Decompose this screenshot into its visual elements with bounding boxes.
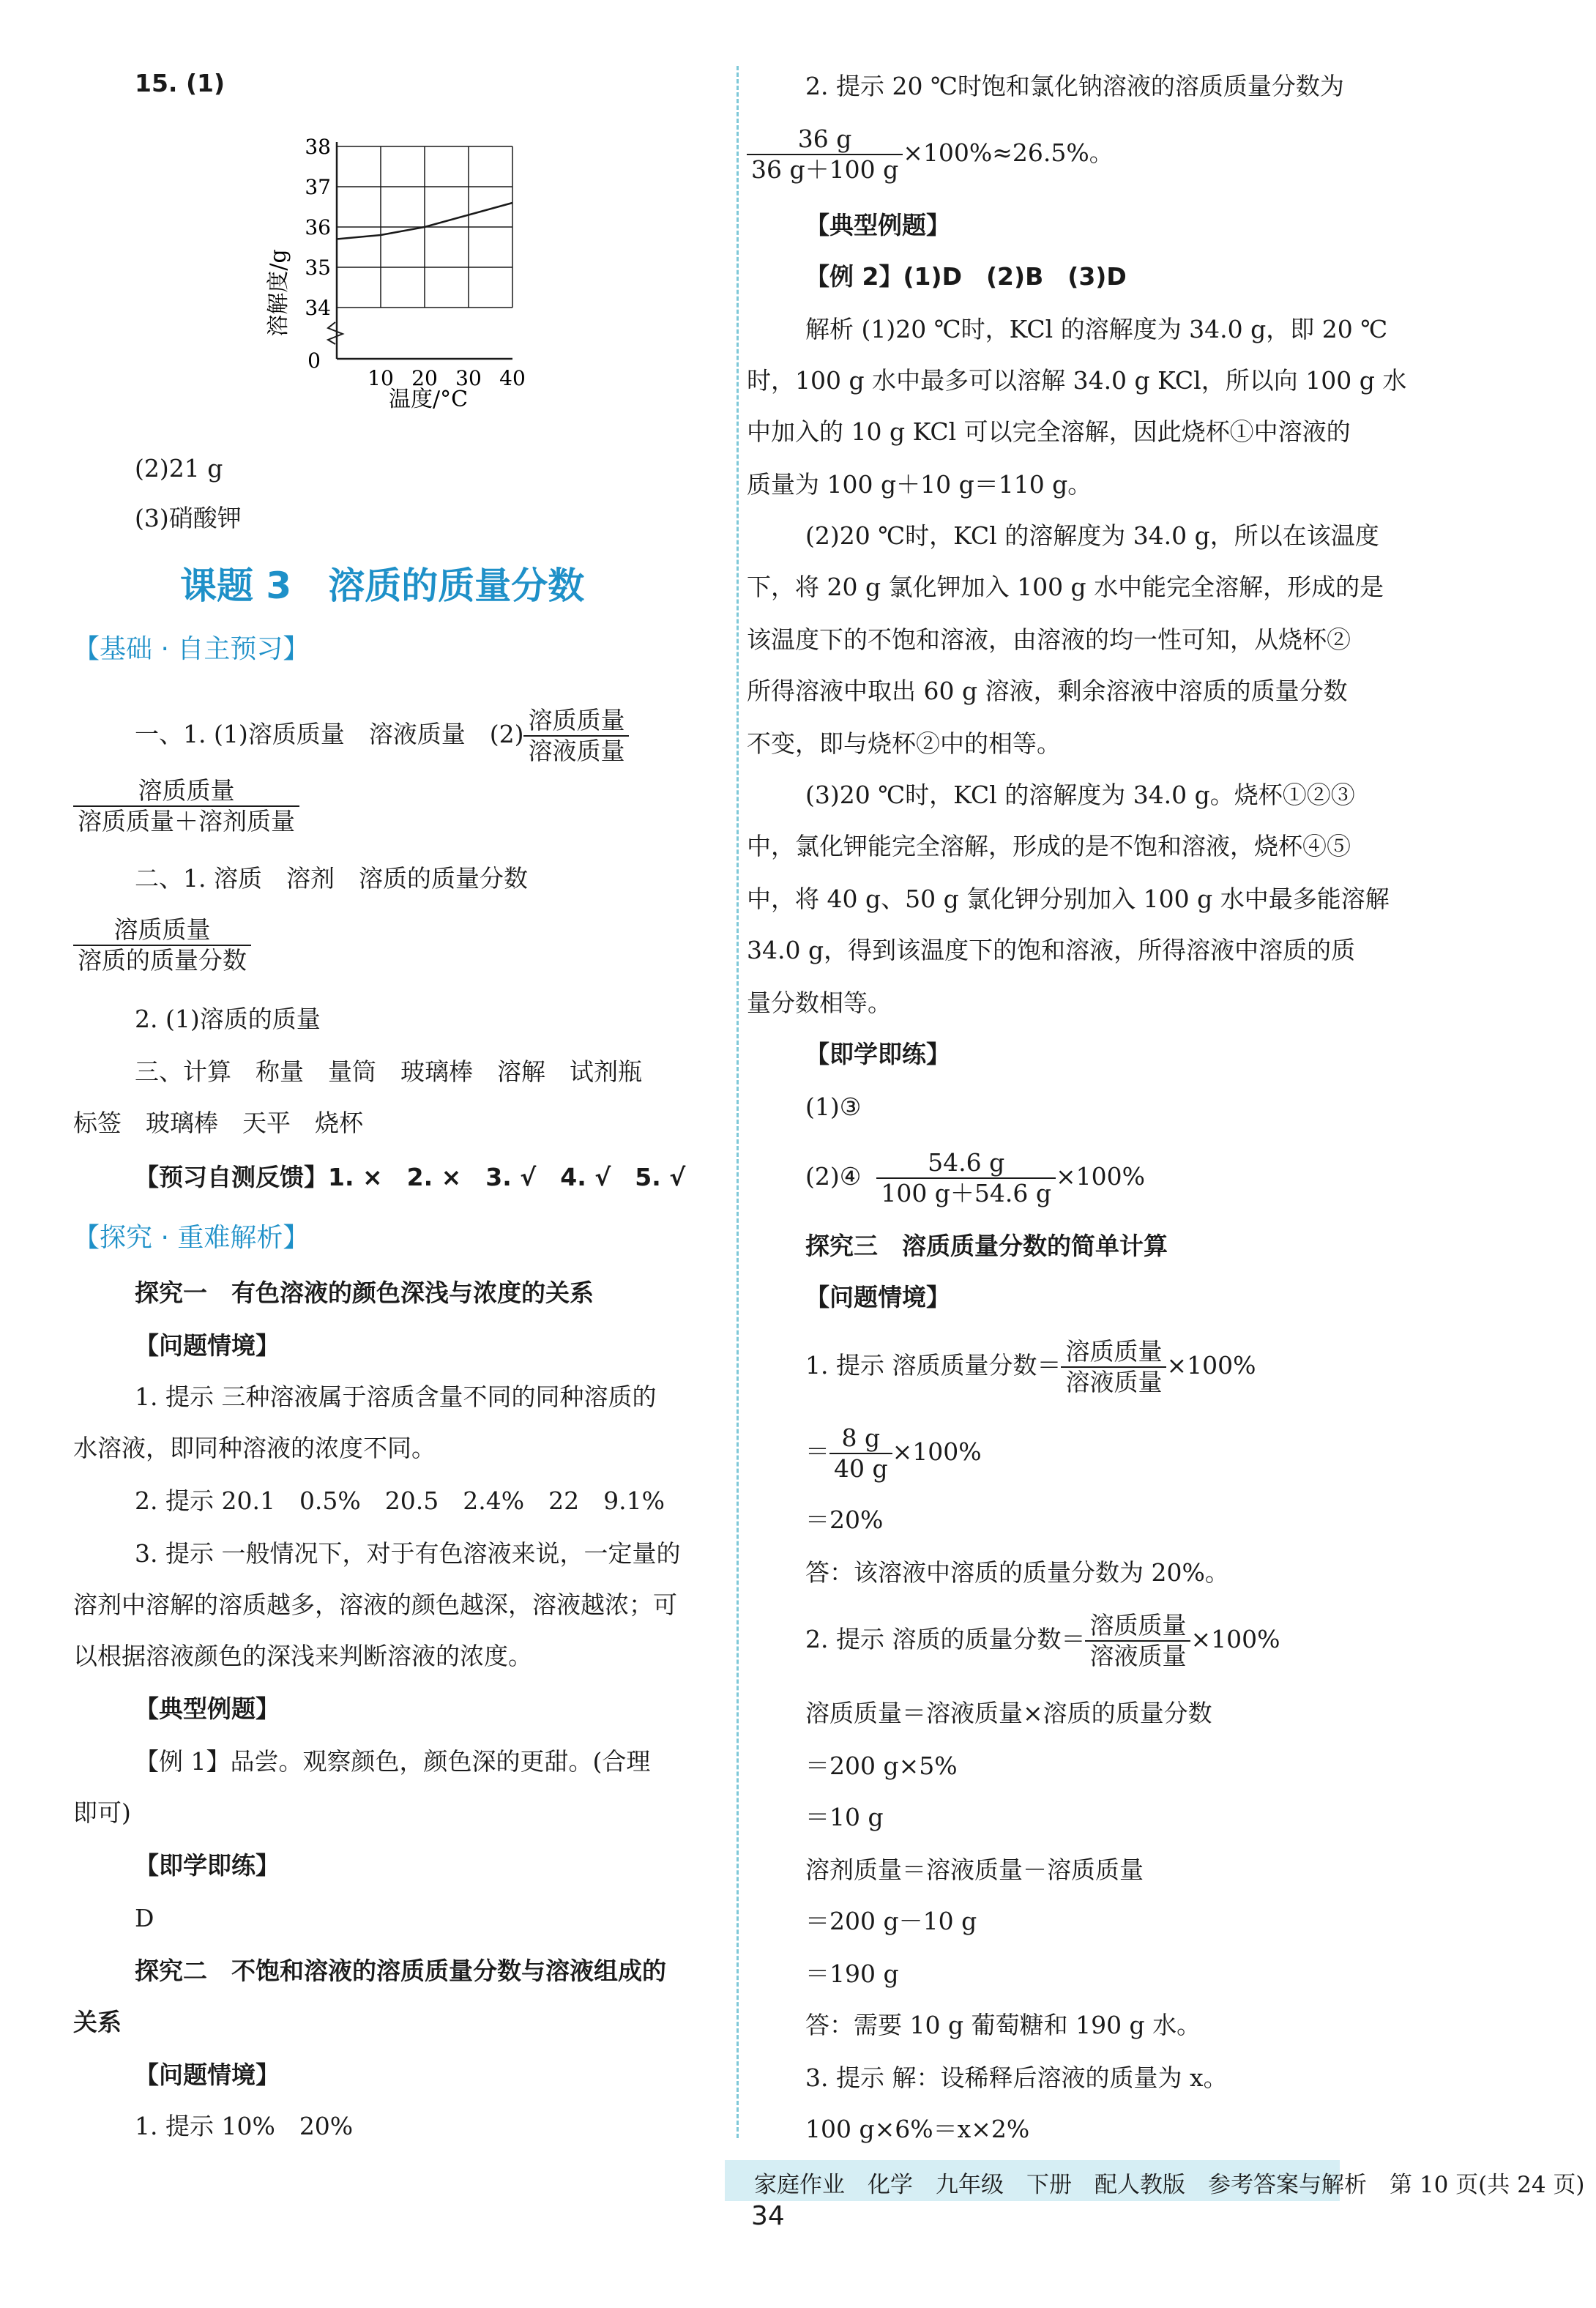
y-tick-label: 38	[305, 135, 331, 159]
explore-1-hint-1a: 1. 提示 三种溶液属于溶质含量不同的同种溶质的	[135, 1382, 657, 1411]
example-1a: 【例 1】品尝。观察颜色，颜色深的更甜。(合理	[135, 1747, 651, 1776]
y-tick-label: 37	[305, 175, 331, 199]
section-basic: 【基础 · 自主预习】	[73, 634, 310, 664]
footer-bar	[725, 2160, 1585, 2201]
explore-3-hint-1-result: ＝20%	[805, 1505, 884, 1534]
analysis-1a: 解析 (1)20 ℃时，KCl 的溶解度为 34.0 g，即 20 ℃	[805, 315, 1388, 343]
practice-2: (2)④ $\frac{54.6 g}{100 g+54.6 g}$ ×100%	[805, 1148, 1146, 1207]
basic-2: 二、1. 溶质 溶剂 溶质的质量分数	[135, 864, 528, 893]
x-tick-label: 40	[499, 366, 526, 390]
q15-answer-3: (3)硝酸钾	[135, 504, 242, 532]
x-tick-label: 20	[411, 366, 438, 390]
origin-label: 0	[307, 349, 321, 373]
y-tick-label: 35	[305, 256, 331, 280]
analysis-1c: 中加入的 10 g KCl 可以完全溶解，因此烧杯①中溶液的	[747, 417, 1351, 446]
explore-3-hint-3: 3. 提示 解：设稀释后溶液的质量为 x。	[805, 2063, 1228, 2092]
calc-line-4: 溶剂质量＝溶液质量－溶质质量	[805, 1855, 1144, 1884]
q15-label: 15. (1)	[135, 69, 225, 97]
basic-3a: 三、计算 称量 量筒 玻璃棒 溶解 试剂瓶	[135, 1057, 642, 1086]
analysis-3a: (3)20 ℃时，KCl 的溶解度为 34.0 g。烧杯①②③	[805, 781, 1355, 809]
analysis-2e: 不变，即与烧杯②中的相等。	[747, 729, 1061, 758]
calc-line-3: ＝10 g	[805, 1803, 884, 1831]
analysis-2c: 该温度下的不饱和溶液，由溶液的均一性可知，从烧杯②	[747, 625, 1351, 654]
analysis-3b: 中，氯化钾能完全溶解，形成的是不饱和溶液，烧杯④⑤	[747, 832, 1351, 860]
calc-line-1: 溶质质量＝溶液质量×溶质的质量分数	[805, 1699, 1212, 1727]
basic-2-fraction: $\frac{\text{溶质质量}}{\text{溶质的质量分数}}$	[73, 915, 251, 975]
explore-3-title: 探究三 溶质质量分数的简单计算	[805, 1232, 1168, 1260]
explore-1-examples: 【典型例题】	[135, 1694, 280, 1723]
analysis-1b: 时，100 g 水中最多可以溶解 34.0 g KCl，所以向 100 g 水	[747, 366, 1407, 395]
axis-break-mark	[328, 322, 343, 344]
analysis-1d: 质量为 100 g＋10 g＝110 g。	[747, 470, 1092, 499]
explore-3-hint-2: 2. 提示 溶质的质量分数＝ $\frac{\text{溶质质量}}{\text{溶液质量}}$ ×100%	[805, 1611, 1280, 1670]
hint-2: 2. 提示 20 ℃时饱和氯化钠溶液的溶质质量分数为	[805, 72, 1344, 100]
fraction-1: $\frac{\text{溶质质量}}{\text{溶液质量}}$	[523, 706, 629, 766]
explore-1-practice: 【即学即练】	[135, 1851, 280, 1880]
practice-heading: 【即学即练】	[805, 1040, 950, 1068]
examples-heading: 【典型例题】	[805, 211, 950, 239]
explore-3-hint-1-answer: 答：该溶液中溶质的质量分数为 20%。	[805, 1558, 1229, 1587]
page-number: 34	[751, 2201, 785, 2231]
explore-3-hint-1-calc: ＝ $\frac{8 g}{40 g}$ ×100%	[805, 1423, 982, 1483]
explore-2-situation: 【问题情境】	[135, 2061, 280, 2089]
explore-3-hint-3-eq: 100 g×6%＝x×2%	[805, 2115, 1030, 2143]
explore-2-title-a: 探究二 不饱和溶液的溶质质量分数与溶液组成的	[135, 1957, 666, 1985]
analysis-3e: 量分数相等。	[747, 989, 892, 1017]
explore-2-hint-1: 1. 提示 10% 20%	[135, 2112, 354, 2140]
y-axis-label: 溶解度/g	[266, 249, 291, 337]
x-tick-label: 30	[455, 366, 482, 390]
column-divider	[737, 66, 739, 2138]
section-explore: 【探究 · 重难解析】	[73, 1223, 310, 1253]
footer-text: 家庭作业 化学 九年级 下册 配人教版 参考答案与解析 第 10 页(共 24 页)	[754, 2172, 1585, 2198]
analysis-2b: 下，将 20 g 氯化钾加入 100 g 水中能完全溶解，形成的是	[747, 573, 1384, 601]
calc-answer: 答：需要 10 g 葡萄糖和 190 g 水。	[805, 2011, 1201, 2039]
x-tick-label: 10	[368, 366, 394, 390]
analysis-3d: 34.0 g，得到该温度下的饱和溶液，所得溶液中溶质的质	[747, 936, 1356, 964]
y-tick-label: 36	[305, 215, 331, 239]
basic-1: 一、1. (1)溶质质量 溶液质量 (2) $\frac{\text{溶质质量}}{\text{溶液质量}}$	[135, 706, 629, 766]
solubility-chart	[256, 132, 564, 410]
practice-1: (1)③	[805, 1092, 862, 1121]
calc-line-5: ＝200 g－10 g	[805, 1907, 977, 1935]
chart-ticks	[305, 135, 525, 390]
lesson-title: 课题 3 溶质的质量分数	[180, 565, 585, 607]
analysis-2d: 所得溶液中取出 60 g 溶液，剩余溶液中溶质的质量分数	[747, 677, 1348, 705]
calc-line-2: ＝200 g×5%	[805, 1752, 958, 1780]
q15-answer-2: (2)21 g	[135, 454, 223, 483]
basic-3b: 标签 玻璃棒 天平 烧杯	[73, 1109, 363, 1137]
basic-1-fraction-2: $\frac{\text{溶质质量}}{\text{溶质质量＋溶剂质量}}$	[73, 776, 299, 836]
explore-1-hint-3a: 3. 提示 一般情况下，对于有色溶液来说，一定量的	[135, 1539, 681, 1568]
example-2: 【例 2】(1)D (2)B (3)D	[805, 262, 1127, 291]
hint-2-formula: $\frac{36 g}{36 g+100 g}$ ×100%≈26.5%。	[747, 124, 1114, 185]
explore-1-hint-1b: 水溶液，即同种溶液的浓度不同。	[73, 1434, 436, 1462]
x-axis-label: 温度/°C	[388, 387, 469, 410]
explore-3-hint-1: 1. 提示 溶质质量分数＝ $\frac{\text{溶质质量}}{\text{溶液质量}}$ ×100%	[805, 1337, 1256, 1396]
explore-1-hint-2: 2. 提示 20.1 0.5% 20.5 2.4% 22 9.1%	[135, 1486, 665, 1515]
preview-feedback: 【预习自测反馈】1. × 2. × 3. √ 4. √ 5. √	[135, 1163, 686, 1191]
analysis-2a: (2)20 ℃时，KCl 的溶解度为 34.0 g，所以在该温度	[805, 521, 1379, 550]
calc-line-6: ＝190 g	[805, 1959, 899, 1988]
explore-1-hint-3c: 以根据溶液颜色的深浅来判断溶液的浓度。	[73, 1642, 532, 1670]
explore-2-title-b: 关系	[73, 2008, 122, 2036]
basic-2-2: 2. (1)溶质的质量	[135, 1005, 321, 1033]
explore-1-hint-3b: 溶剂中溶解的溶质越多，溶液的颜色越深，溶液越浓；可	[73, 1590, 677, 1619]
practice-answer: D	[135, 1904, 154, 1932]
explore-1-title: 探究一 有色溶液的颜色深浅与浓度的关系	[135, 1278, 594, 1307]
explore-3-situation: 【问题情境】	[805, 1283, 950, 1311]
explore-1-situation: 【问题情境】	[135, 1331, 280, 1360]
y-tick-label: 34	[305, 296, 331, 320]
analysis-3c: 中，将 40 g、50 g 氯化钾分别加入 100 g 水中最多能溶解	[747, 885, 1390, 913]
example-1b: 即可)	[73, 1798, 131, 1827]
